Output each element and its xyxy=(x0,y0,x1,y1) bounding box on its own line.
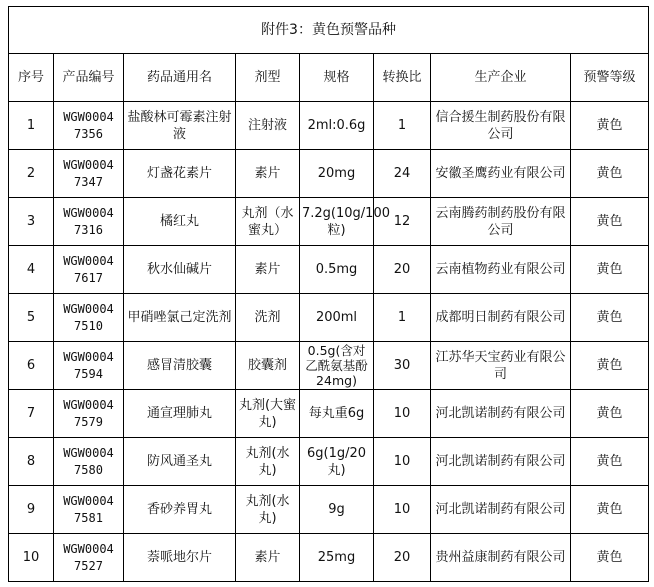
row-name-text: 灯盏花素片 xyxy=(146,166,212,181)
row-no xyxy=(9,150,54,198)
row-spec xyxy=(300,390,374,438)
row-code-part: 7617 xyxy=(74,270,103,285)
warning-table xyxy=(8,6,649,582)
row-code xyxy=(54,390,124,438)
row-code-part: WGW0004 xyxy=(63,109,114,124)
row-code-part: 7594 xyxy=(74,366,103,381)
row-name-text: 感冒清胶囊 xyxy=(146,358,212,373)
row-form-text: 丸剂(大蜜丸) xyxy=(238,397,297,430)
row-code-part: 7356 xyxy=(74,126,103,141)
row-no xyxy=(9,486,54,534)
header-spec: 规格 xyxy=(300,54,374,102)
row-code-part: 7580 xyxy=(74,462,103,477)
table-title: 附件3：黄色预警品种 xyxy=(9,7,649,54)
row-name-text: 秋水仙碱片 xyxy=(146,262,212,277)
header-row xyxy=(9,54,649,102)
row-form xyxy=(236,150,300,198)
row-no-text: 8 xyxy=(26,454,36,469)
row-code-part: WGW0004 xyxy=(63,541,114,556)
row-code xyxy=(54,198,124,246)
row-name xyxy=(124,102,236,150)
row-name-text: 盐酸林可霉素注射液 xyxy=(127,109,232,142)
header-code: 产品编号 xyxy=(54,54,124,102)
row-code-part: WGW0004 xyxy=(63,349,114,364)
row-no-text: 3 xyxy=(26,214,36,229)
row-no xyxy=(9,438,54,486)
row-code xyxy=(54,342,124,390)
row-company-text: 河北凯诺制药有限公司 xyxy=(435,406,566,421)
header-level: 预警等级 xyxy=(571,54,649,102)
row-level-text: 黄色 xyxy=(596,214,623,229)
row-spec-text: 9g xyxy=(328,502,345,517)
row-level-text: 黄色 xyxy=(596,310,623,325)
row-level xyxy=(571,486,649,534)
row-name xyxy=(124,342,236,390)
row-code-part: 7579 xyxy=(74,414,103,429)
row-form xyxy=(236,102,300,150)
row-spec-text: 25mg xyxy=(317,550,356,565)
row-spec xyxy=(300,150,374,198)
row-code-part: 7581 xyxy=(74,510,103,525)
row-company xyxy=(431,342,571,390)
row-no xyxy=(9,102,54,150)
row-company-text: 云南腾药制药股份有限公司 xyxy=(435,205,566,238)
row-name xyxy=(124,294,236,342)
row-no-text: 7 xyxy=(26,406,36,421)
row-ratio-text: 1 xyxy=(397,310,407,325)
row-level xyxy=(571,390,649,438)
row-company-text: 河北凯诺制药有限公司 xyxy=(435,502,566,517)
row-name-text: 橘红丸 xyxy=(159,214,199,229)
row-code-part: WGW0004 xyxy=(63,205,114,220)
row-code xyxy=(54,246,124,294)
table-row xyxy=(9,246,649,294)
row-no-text: 4 xyxy=(26,262,36,277)
row-company xyxy=(431,198,571,246)
table-row xyxy=(9,438,649,486)
row-spec xyxy=(300,246,374,294)
row-ratio xyxy=(374,246,431,294)
row-code-part: WGW0004 xyxy=(63,397,114,412)
row-spec-text: 20mg xyxy=(317,166,356,181)
row-level-text: 黄色 xyxy=(596,262,623,277)
row-form-text: 素片 xyxy=(254,262,281,277)
row-ratio xyxy=(374,390,431,438)
table-row xyxy=(9,342,649,390)
table-row xyxy=(9,150,649,198)
row-ratio xyxy=(374,534,431,582)
row-spec-text: 6g(1g/20丸) xyxy=(306,445,367,478)
header-form: 剂型 xyxy=(236,54,300,102)
row-form xyxy=(236,342,300,390)
row-company-text: 信合援生制药股份有限公司 xyxy=(435,109,566,142)
row-company xyxy=(431,150,571,198)
row-company xyxy=(431,534,571,582)
row-ratio xyxy=(374,150,431,198)
row-company xyxy=(431,102,571,150)
row-no xyxy=(9,534,54,582)
row-ratio xyxy=(374,486,431,534)
row-form xyxy=(236,294,300,342)
row-company xyxy=(431,486,571,534)
header-name: 药品通用名 xyxy=(124,54,236,102)
row-code-part: 7316 xyxy=(74,222,103,237)
row-no-text: 10 xyxy=(22,550,40,565)
row-ratio-text: 10 xyxy=(393,406,411,421)
row-no xyxy=(9,390,54,438)
table-row xyxy=(9,486,649,534)
row-form xyxy=(236,534,300,582)
row-ratio-text: 10 xyxy=(393,502,411,517)
row-name-text: 萘哌地尔片 xyxy=(146,550,212,565)
row-name xyxy=(124,390,236,438)
row-ratio xyxy=(374,102,431,150)
row-form-text: 丸剂（水蜜丸） xyxy=(241,205,294,238)
row-company-text: 河北凯诺制药有限公司 xyxy=(435,454,566,469)
row-form-text: 素片 xyxy=(254,166,281,181)
row-code-part: 7510 xyxy=(74,318,103,333)
row-level xyxy=(571,342,649,390)
row-company xyxy=(431,294,571,342)
row-code-part: 7527 xyxy=(74,558,103,573)
row-code-part: 7347 xyxy=(74,174,103,189)
row-ratio xyxy=(374,438,431,486)
row-level xyxy=(571,294,649,342)
row-ratio xyxy=(374,342,431,390)
row-level-text: 黄色 xyxy=(596,118,623,133)
row-company-text: 云南植物药业有限公司 xyxy=(435,262,566,277)
row-no xyxy=(9,294,54,342)
row-spec xyxy=(300,198,390,246)
row-ratio-text: 1 xyxy=(397,118,407,133)
row-form-text: 洗剂 xyxy=(254,310,281,325)
row-name-text: 香砂养胃丸 xyxy=(146,502,212,517)
row-spec-text: 每丸重6g xyxy=(308,406,365,421)
row-form xyxy=(236,246,300,294)
row-name xyxy=(124,438,236,486)
row-name-text: 通宣理肺丸 xyxy=(146,406,212,421)
row-level xyxy=(571,438,649,486)
row-code-part: WGW0004 xyxy=(63,157,114,172)
row-form-text: 丸剂(水丸) xyxy=(245,493,290,526)
row-form xyxy=(236,390,300,438)
row-form-text: 注射液 xyxy=(247,118,287,133)
table-row xyxy=(9,390,649,438)
table-row xyxy=(9,198,649,246)
row-code xyxy=(54,150,124,198)
row-code-part: WGW0004 xyxy=(63,493,114,508)
row-spec xyxy=(300,534,374,582)
row-company-text: 贵州益康制药有限公司 xyxy=(435,550,566,565)
row-spec-text: 7.2g(10g/100粒) xyxy=(302,205,390,238)
row-level xyxy=(571,102,649,150)
row-no-text: 6 xyxy=(26,358,36,373)
row-spec-text: 2ml:0.6g xyxy=(307,118,366,133)
header-no: 序号 xyxy=(9,54,54,102)
row-ratio-text: 12 xyxy=(393,214,411,229)
row-code xyxy=(54,486,124,534)
row-form-text: 丸剂(水丸) xyxy=(245,445,290,478)
row-level-text: 黄色 xyxy=(596,550,623,565)
row-spec xyxy=(300,294,374,342)
row-name-text: 防风通圣丸 xyxy=(146,454,212,469)
row-code-part: WGW0004 xyxy=(63,301,114,316)
row-level-text: 黄色 xyxy=(596,502,623,517)
row-name-text: 甲硝唑氯己定洗剂 xyxy=(127,310,232,325)
row-company xyxy=(431,246,571,294)
row-spec-text: 0.5mg xyxy=(315,262,358,277)
row-level-text: 黄色 xyxy=(596,406,623,421)
row-spec xyxy=(300,438,374,486)
row-spec xyxy=(300,102,374,150)
row-code xyxy=(54,102,124,150)
row-name xyxy=(124,150,236,198)
row-no-text: 2 xyxy=(26,166,36,181)
row-ratio-text: 24 xyxy=(393,166,411,181)
row-ratio xyxy=(374,198,431,246)
row-code xyxy=(54,534,124,582)
row-spec xyxy=(300,342,374,390)
row-form xyxy=(236,198,300,246)
row-ratio-text: 20 xyxy=(393,262,411,277)
row-company xyxy=(431,438,571,486)
row-no xyxy=(9,246,54,294)
header-company: 生产企业 xyxy=(431,54,571,102)
row-code xyxy=(54,438,124,486)
row-level xyxy=(571,150,649,198)
row-ratio-text: 10 xyxy=(393,454,411,469)
table-row xyxy=(9,294,649,342)
row-no-text: 9 xyxy=(26,502,36,517)
row-form-text: 胶囊剂 xyxy=(247,358,287,373)
row-ratio-text: 30 xyxy=(393,358,411,373)
row-level xyxy=(571,534,649,582)
row-company-text: 成都明日制药有限公司 xyxy=(435,310,566,325)
table-row xyxy=(9,102,649,150)
header-ratio: 转换比 xyxy=(374,54,431,102)
row-form xyxy=(236,438,300,486)
row-code-part: WGW0004 xyxy=(63,445,114,460)
row-level-text: 黄色 xyxy=(596,454,623,469)
row-level xyxy=(571,246,649,294)
row-company-text: 安徽圣鹰药业有限公司 xyxy=(435,166,566,181)
row-form-text: 素片 xyxy=(254,550,281,565)
row-company-text: 江苏华天宝药业有限公司 xyxy=(435,349,566,382)
row-spec-text: 200ml xyxy=(315,310,358,325)
row-name xyxy=(124,534,236,582)
row-company xyxy=(431,390,571,438)
row-no xyxy=(9,198,54,246)
row-name xyxy=(124,198,236,246)
row-name xyxy=(124,246,236,294)
row-level-text: 黄色 xyxy=(596,166,623,181)
row-form xyxy=(236,486,300,534)
row-level-text: 黄色 xyxy=(596,358,623,373)
row-level xyxy=(571,198,649,246)
table-row xyxy=(9,534,649,582)
row-ratio xyxy=(374,294,431,342)
row-no-text: 1 xyxy=(26,118,36,133)
row-code-part: WGW0004 xyxy=(63,253,114,268)
row-code xyxy=(54,294,124,342)
row-spec xyxy=(300,486,374,534)
row-spec-text: 0.5g(含对乙酰氨基酚24mg) xyxy=(305,343,368,388)
row-ratio-text: 20 xyxy=(393,550,411,565)
row-no-text: 5 xyxy=(26,310,36,325)
row-name xyxy=(124,486,236,534)
row-no xyxy=(9,342,54,390)
